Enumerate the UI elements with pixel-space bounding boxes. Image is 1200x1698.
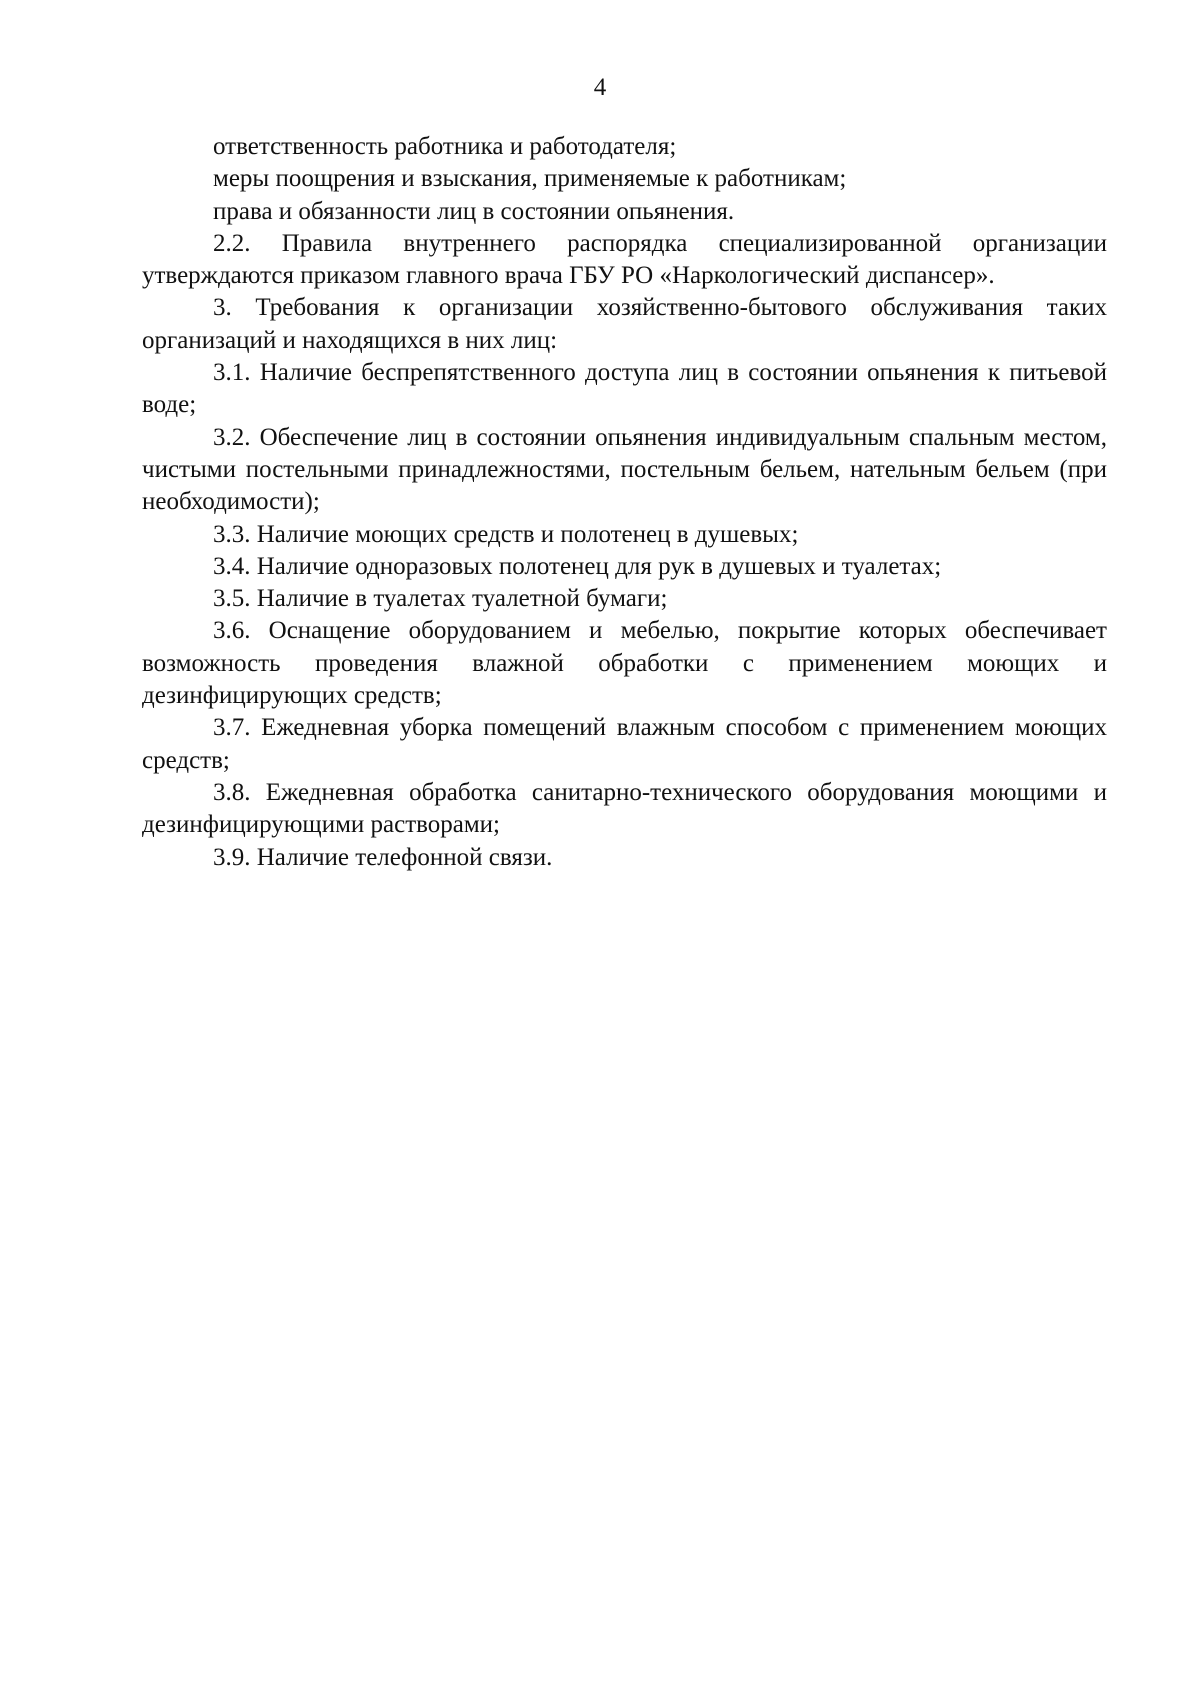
paragraph-3-4: 3.4. Наличие одноразовых полотенец для рук в душевых и туалетах; <box>213 552 942 580</box>
paragraph-3-6: 3.6. Оснащение оборудованием и мебелью, покрытие которых обеспечивает возможность проведения влажной обработки с применением моющих и дезинфицирующих средств; <box>142 617 1107 710</box>
paragraph-3-3: 3.3. Наличие моющих средств и полотенец в душевых; <box>213 520 799 548</box>
paragraph-2-2: 2.2. Правила внутреннего распорядка специализированной организации утверждаются приказом главного врача ГБУ РО «Наркологический диспансер». <box>142 229 1107 290</box>
paragraph-3-2: 3.2. Обеспечение лиц в состоянии опьянения индивидуальным спальным местом, чистыми постельными принадлежностями, постельным бельем, нательным бельем (при необходимости); <box>142 423 1107 516</box>
paragraph-3-9: 3.9. Наличие телефонной связи. <box>213 843 553 871</box>
paragraph-3-1: 3.1. Наличие беспрепятственного доступа лиц в состоянии опьянения к питьевой воде; <box>142 359 1107 419</box>
page-number: 4 <box>593 74 607 101</box>
paragraph-3-5: 3.5. Наличие в туалетах туалетной бумаги; <box>213 585 668 613</box>
document-body <box>142 131 1107 874</box>
paragraph-rights-duties: права и обязанности лиц в состоянии опьянения. <box>213 197 735 225</box>
paragraph-3-7: 3.7. Ежедневная уборка помещений влажным способом с применением моющих средств; <box>142 714 1107 774</box>
paragraph-3: 3. Требования к организации хозяйственно-бытового обслуживания таких организаций и находящихся в них лиц: <box>142 294 1107 354</box>
paragraph-responsibility: ответственность работника и работодателя; <box>213 133 677 160</box>
paragraph-incentives: меры поощрения и взыскания, применяемые к работникам; <box>213 165 847 193</box>
paragraph-3-8: 3.8. Ежедневная обработка санитарно-технического оборудования моющими и дезинфицирующими растворами; <box>142 778 1107 839</box>
